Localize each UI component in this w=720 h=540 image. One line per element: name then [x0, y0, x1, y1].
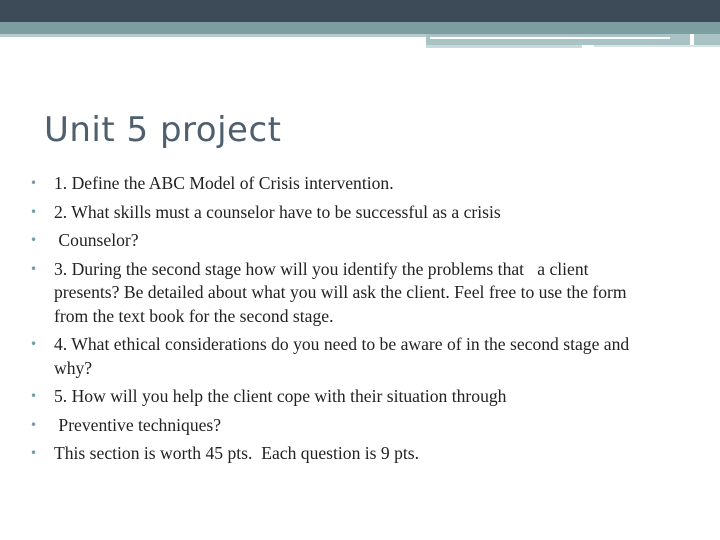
header-band-teal — [0, 22, 720, 34]
header-accent-stripe — [430, 37, 670, 39]
bullet-icon: • — [30, 337, 38, 351]
list-item — [30, 172, 650, 196]
bullet-icon: • — [30, 204, 38, 219]
list-item-text: 1. Define the ABC Model of Crisis intervention. — [54, 173, 394, 193]
list-item — [30, 442, 650, 466]
bullet-icon: • — [30, 261, 38, 276]
list-item-text: Counselor? — [54, 230, 139, 250]
header-underline-stripe-right — [594, 45, 720, 47]
header-band-dark — [0, 0, 720, 22]
header-accent-stripe-small — [690, 34, 694, 45]
bullet-icon: • — [30, 446, 38, 460]
list-item-text: 5. How will you help the client cope with their situation through — [54, 386, 507, 406]
list-item-text: 2. What skills must a counselor have to be successful as a crisis — [54, 201, 501, 222]
list-item — [30, 229, 650, 253]
list-item — [30, 333, 650, 380]
bullet-icon: • — [30, 176, 38, 190]
list-item — [30, 201, 650, 225]
list-item-text: 4. What ethical considerations do you need to be aware of in the second stage and why? — [54, 334, 634, 378]
bullet-list — [30, 172, 650, 471]
list-item-text: Preventive techniques? — [54, 414, 222, 435]
list-item — [30, 258, 650, 329]
header-underline-stripe — [426, 45, 582, 48]
slide-title: Unit 5 project — [44, 110, 282, 150]
list-item-text: This section is worth 45 pts. Each question is 9 pts. — [54, 443, 420, 463]
bullet-icon: • — [30, 389, 38, 403]
header-accent-band — [426, 34, 720, 45]
list-item — [30, 414, 650, 438]
bullet-icon: • — [30, 417, 38, 432]
list-item-text: 3. During the second stage how will you identify the problems that a client presents? Be detailed about what you will ask the client. Feel free to use the form from the text book for the second stage. — [54, 258, 632, 326]
bullet-icon: • — [30, 233, 38, 247]
list-item — [30, 385, 650, 409]
